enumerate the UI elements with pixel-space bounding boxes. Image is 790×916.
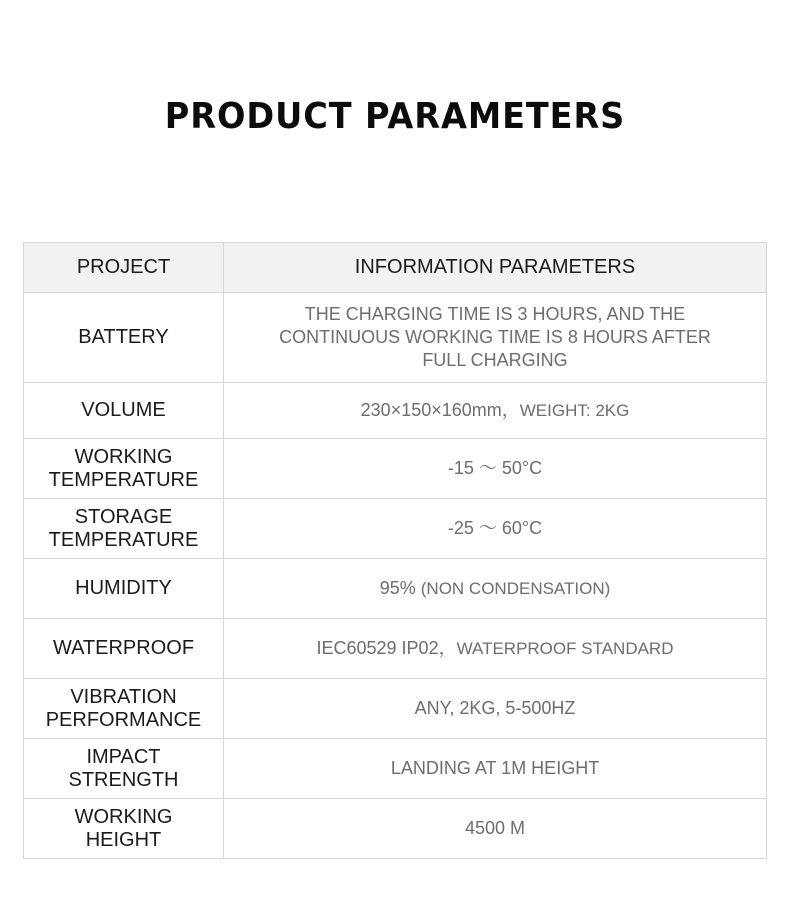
- table-row: [24, 293, 767, 383]
- row-label-battery: BATTERY: [24, 293, 224, 383]
- table-row: [24, 383, 767, 439]
- header-information-parameters: INFORMATION PARAMETERS: [224, 243, 767, 293]
- row-value-storage-temperature: -25 ～ 60°C: [224, 499, 767, 559]
- table-row: [24, 499, 767, 559]
- page-title: PRODUCT PARAMETERS: [164, 96, 626, 137]
- row-value-working-height: 4500 M: [224, 799, 767, 859]
- waterproof-rating: IEC60529 IP02，: [316, 638, 457, 658]
- impact-strength-label: IMPACT STRENGTH: [68, 745, 179, 791]
- parameters-table: [23, 242, 767, 859]
- humidity-percent: 95%: [379, 578, 416, 598]
- header-project: PROJECT: [24, 243, 224, 293]
- working-temperature-label: WORKING TEMPERATURE: [48, 445, 199, 491]
- battery-value-text: THE CHARGING TIME IS 3 HOURS, AND THE CONTINUOUS WORKING TIME IS 8 HOURS AFTER FULL CHARGING: [279, 304, 711, 370]
- row-label-volume: VOLUME: [24, 383, 224, 439]
- humidity-note: (NON CONDENSATION): [420, 579, 611, 598]
- row-label-humidity: HUMIDITY: [24, 559, 224, 619]
- row-value-impact-strength: LANDING AT 1M HEIGHT: [224, 739, 767, 799]
- row-label-working-temperature: [24, 439, 224, 499]
- row-value-humidity: [224, 559, 767, 619]
- storage-temperature-label: STORAGE TEMPERATURE: [48, 505, 199, 551]
- waterproof-standard: WATERPROOF STANDARD: [456, 639, 674, 658]
- row-value-battery: [224, 293, 767, 383]
- row-value-waterproof: [224, 619, 767, 679]
- table-row: [24, 739, 767, 799]
- table-row: [24, 799, 767, 859]
- row-label-impact-strength: [24, 739, 224, 799]
- row-value-vibration-performance: ANY, 2KG, 5-500HZ: [224, 679, 767, 739]
- table-row: [24, 559, 767, 619]
- row-value-volume: [224, 383, 767, 439]
- table-row: [24, 679, 767, 739]
- table-row: [24, 439, 767, 499]
- volume-weight: WEIGHT: 2KG: [519, 401, 630, 420]
- row-label-vibration-performance: [24, 679, 224, 739]
- row-label-storage-temperature: [24, 499, 224, 559]
- row-value-working-temperature: -15 ～ 50°C: [224, 439, 767, 499]
- vibration-performance-label: VIBRATION PERFORMANCE: [45, 685, 202, 731]
- working-height-label: WORKING HEIGHT: [74, 805, 173, 851]
- table-header-row: [24, 243, 767, 293]
- table-row: [24, 619, 767, 679]
- row-label-waterproof: WATERPROOF: [24, 619, 224, 679]
- volume-dimensions: 230×150×160mm，: [360, 400, 520, 420]
- row-label-working-height: [24, 799, 224, 859]
